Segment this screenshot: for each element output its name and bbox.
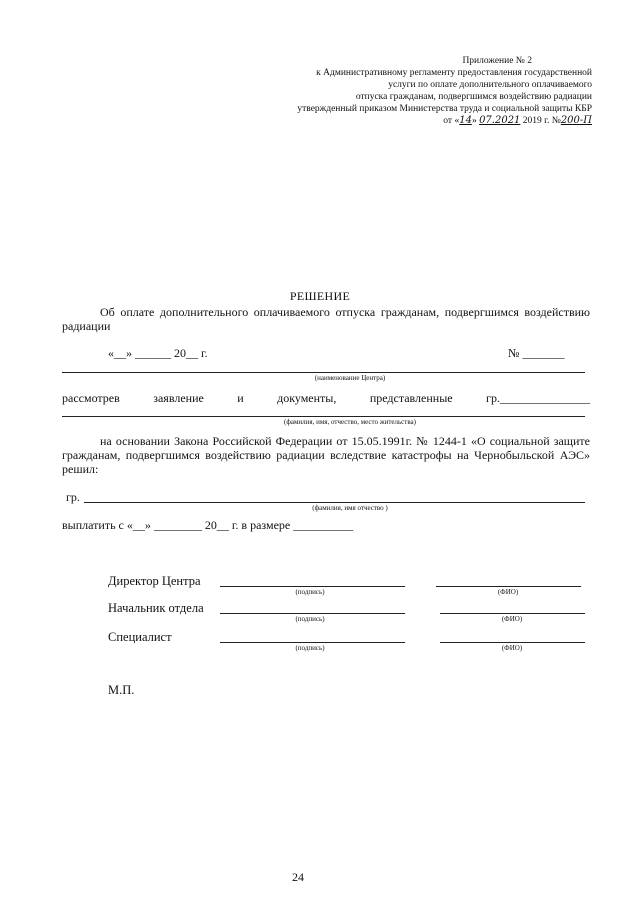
review-word-1: рассмотрев: [62, 391, 120, 405]
basis-paragraph: на основании Закона Российской Федерации от 15.05.1991г. № 1244-1 «О социальной защите гражданам, подвергшимся воздействию радиации вследствие катастрофы на Чернобыльской АЭС» решил:: [62, 434, 590, 476]
order-number-handwritten: 200-П: [560, 115, 592, 126]
review-word-5: представленные: [369, 391, 453, 405]
decision-number: № _______: [508, 346, 565, 360]
review-word-6: гр._______________: [486, 391, 590, 405]
signature-label-specialist: Специалист: [108, 630, 172, 644]
signature-caption-director: (подпись): [295, 588, 325, 596]
decision-date: «__» ______ 20__ г.: [108, 346, 208, 360]
document-subtitle: Об оплате дополнительного оплачиваемого отпуска гражданам, подвергшимся воздействию радиации: [62, 305, 590, 333]
appendix-header: [172, 55, 592, 127]
center-name-line: [62, 372, 585, 373]
applicant-line: [62, 416, 585, 417]
fio-caption-head: (ФИО): [501, 615, 523, 623]
fio-line-specialist: [440, 642, 585, 643]
applicant-caption: (фамилия, имя, отчество, место жительства): [284, 418, 416, 426]
signature-caption-specialist: (подпись): [295, 644, 325, 652]
payment-row: выплатить с «__» ________ 20__ г. в размере __________: [62, 518, 354, 532]
date-prefix: от «: [443, 116, 460, 126]
appendix-line-service: услуги по оплате дополнительного оплачиваемого: [388, 80, 592, 90]
citizen-label: гр.: [66, 490, 80, 504]
signature-line-specialist: [220, 642, 405, 643]
review-row: [62, 391, 590, 405]
citizen-caption: (фамилия, имя отчество ): [312, 504, 388, 512]
signature-label-director: Директор Центра: [108, 574, 201, 588]
date-year: 2019 г. №: [522, 116, 561, 126]
citizen-line: [84, 502, 585, 503]
date-month-handwritten: 07.2021: [479, 115, 521, 126]
fio-line-director: [436, 586, 581, 587]
signature-line-director: [220, 586, 405, 587]
fio-caption-director: (ФИО): [497, 588, 519, 596]
signature-label-head: Начальник отдела: [108, 601, 204, 615]
review-word-3: и: [237, 391, 244, 405]
appendix-line-regulation: к Административному регламенту предоставления государственной: [316, 68, 592, 78]
date-day-handwritten: 14: [459, 115, 472, 126]
appendix-number: Приложение № 2: [462, 56, 532, 66]
center-name-caption: (наименование Центра): [314, 374, 386, 382]
fio-line-head: [440, 613, 585, 614]
stamp-place: М.П.: [108, 683, 135, 697]
appendix-line-leave: отпуска гражданам, подвергшимся воздействию радиации: [355, 92, 592, 102]
review-word-4: документы,: [277, 391, 337, 405]
appendix-date-line: [172, 115, 592, 127]
fio-caption-specialist: (ФИО): [501, 644, 523, 652]
document-title: РЕШЕНИЕ: [289, 289, 351, 303]
review-word-2: заявление: [153, 391, 204, 405]
page-number: 24: [292, 870, 304, 884]
appendix-line-order: утвержденный приказом Министерства труда и социальной защиты КБР: [297, 104, 592, 114]
signature-line-head: [220, 613, 405, 614]
signature-caption-head: (подпись): [295, 615, 325, 623]
date-mid: »: [471, 116, 477, 126]
